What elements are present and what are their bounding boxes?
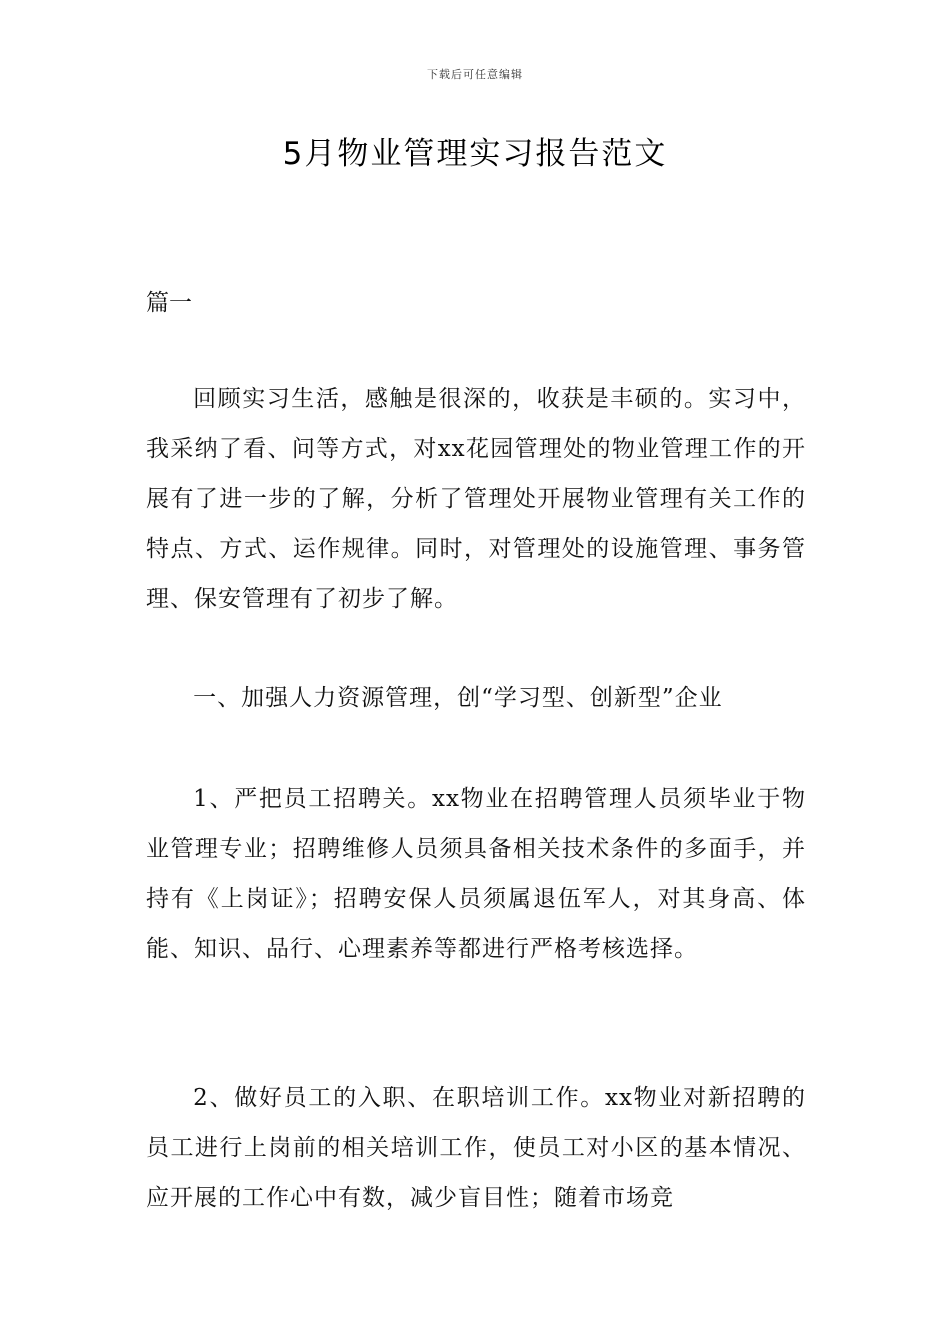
paragraph-item-1 — [146, 774, 806, 974]
paragraph-text: 2、做好员工的入职、在职培训工作。xx物业对新招聘的员工进行上岗前的相关培训工作，使员工对小区的基本情况、应开展的工作心中有数，减少盲目性；随着市场竞 — [146, 1085, 806, 1211]
document-title: 5月物业管理实习报告范文 — [282, 136, 668, 172]
paragraph-text: 1、严把员工招聘关。xx物业在招聘管理人员须毕业于物业管理专业；招聘维修人员须具备相关技术条件的多面手，并持有《上岗证》；招聘安保人员须属退伍军人，对其身高、体能、知识、品行、心理素养等都进行严格考核选择。 — [146, 786, 806, 962]
paragraph-text: 一、加强人力资源管理，创“学习型、创新型”企业 — [193, 685, 723, 711]
paragraph-text: 回顾实习生活，感触是很深的，收获是丰硕的。实习中，我采纳了看、问等方式，对xx花园管理处的物业管理工作的开展有了进一步的了解，分析了管理处开展物业管理有关工作的特点、方式、运作规律。同时，对管理处的设施管理、事务管理、保安管理有了初步了解。 — [146, 386, 806, 612]
header-note: 下载后可任意编辑 — [427, 68, 523, 81]
paragraph-intro — [146, 374, 806, 624]
section-label: 篇一 — [146, 290, 192, 316]
paragraph-item-2 — [146, 1073, 806, 1223]
paragraph-heading — [146, 673, 806, 723]
